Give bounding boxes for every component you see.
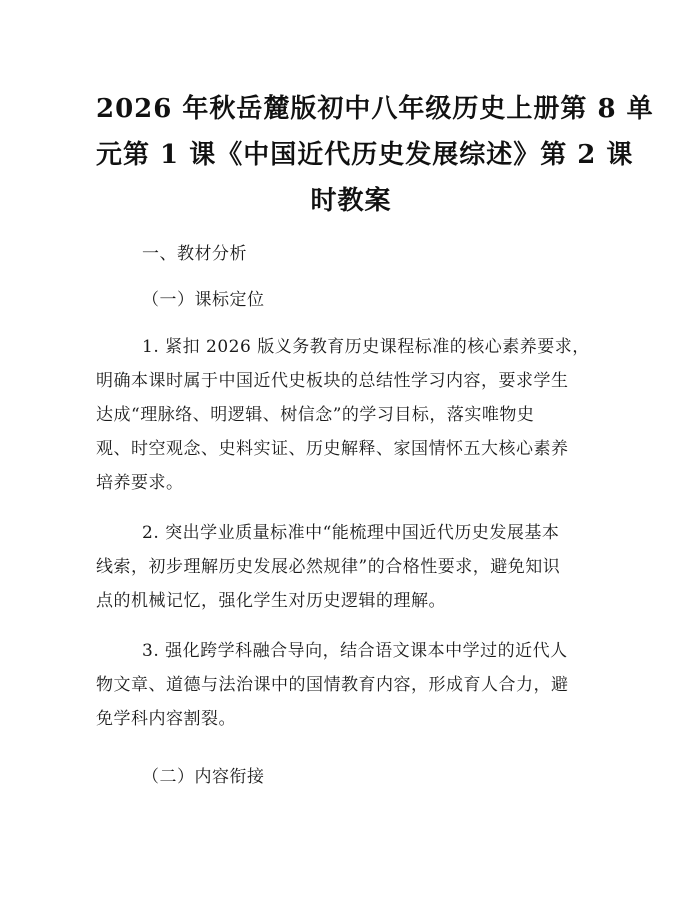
paragraph-item-2 — [96, 516, 606, 618]
title-line: 2026 年秋岳麓版初中八年级历史上册第 8 单 — [96, 94, 654, 124]
title-line: 时教案 — [310, 186, 392, 216]
subsection-heading-content-connection: （二）内容衔接 — [142, 767, 265, 787]
paragraph-line: 点的机械记忆，强化学生对历史逻辑的理解。 — [96, 591, 446, 611]
paragraph-line: 免学科内容割裂。 — [96, 709, 236, 729]
paragraph-item-1 — [96, 330, 606, 500]
paragraph-line: 线索，初步理解历史发展必然规律”的合格性要求，避免知识 — [96, 557, 561, 577]
paragraph-item-3 — [96, 634, 606, 736]
paragraph-line: 培养要求。 — [96, 473, 184, 493]
section-heading-textbook-analysis: 一、教材分析 — [142, 244, 247, 264]
paragraph-line: 物文章、道德与法治课中的国情教育内容，形成育人合力，避 — [96, 675, 569, 695]
title-line: 元第 1 课《中国近代历史发展综述》第 2 课 — [96, 140, 634, 170]
paragraph-line: 1. 紧扣 2026 版义务教育历史课程标准的核心素养要求， — [142, 337, 590, 357]
paragraph-line: 3. 强化跨学科融合导向，结合语文课本中学过的近代人 — [142, 641, 568, 661]
subsection-heading-curriculum-position: （一）课标定位 — [142, 290, 265, 310]
paragraph-line: 观、时空观念、史料实证、历史解释、家国情怀五大核心素养 — [96, 439, 569, 459]
paragraph-line: 2. 突出学业质量标准中“能梳理中国近代历史发展基本 — [142, 523, 560, 543]
paragraph-line: 达成“理脉络、明逻辑、树信念”的学习目标，落实唯物史 — [96, 405, 535, 425]
paragraph-line: 明确本课时属于中国近代史板块的总结性学习内容，要求学生 — [96, 371, 569, 391]
document-title — [96, 86, 654, 224]
